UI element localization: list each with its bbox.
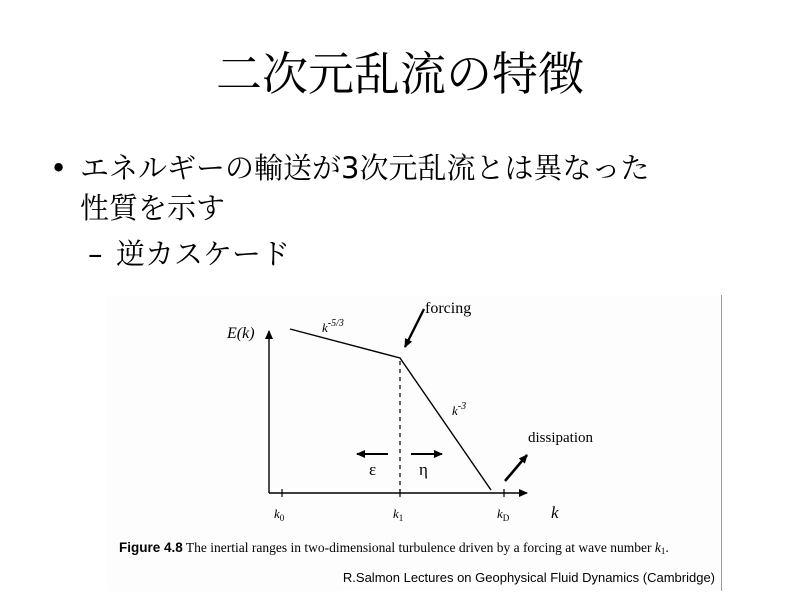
slope-label-low: $k^{-5/3}$ (322, 318, 344, 335)
y-axis-label: E(k) (227, 325, 255, 342)
caption-text: The inertial ranges in two-dimensional turbulence driven by a forcing at wave number (185, 540, 652, 555)
bullet-text-line2: 性質を示す (80, 191, 226, 225)
tick-label-kD: $k_D$ (497, 506, 510, 523)
energy-spectrum-figure (107, 295, 722, 591)
dissipation-label: dissipation (528, 430, 594, 446)
dissipation-arrow (505, 455, 527, 481)
tick-label-k0: $k_0$ (274, 506, 285, 523)
eta-symbol: η (419, 460, 428, 479)
forcing-label: forcing (425, 300, 472, 317)
bullet-text-line1: エネルギーの輸送が3次元乱流とは異なった (80, 151, 650, 185)
slide-title: 二次元乱流の特徴 (216, 47, 584, 101)
figure-number: Figure 4.8 (119, 540, 183, 555)
sub-bullet-item (50, 234, 770, 274)
caption-wavenumber-subscript: 1 (660, 546, 666, 556)
bullet-list (50, 148, 770, 274)
source-credit: R.Salmon Lectures on Geophysical Fluid Dynamics (Cambridge) (342, 570, 715, 585)
tick-label-k1: $k_1$ (393, 506, 404, 523)
x-axis-label: k (551, 503, 559, 522)
sub-bullet-marker: – (88, 237, 103, 271)
bullet-marker: • (50, 151, 68, 185)
forcing-arrow (405, 309, 424, 347)
slope-label-high: $k^{-3}$ (452, 401, 467, 418)
epsilon-symbol: ε (369, 460, 377, 479)
bullet-item (50, 148, 770, 228)
caption-period: . (665, 540, 669, 555)
caption-wavenumber: k (654, 540, 661, 555)
figure-caption (119, 539, 715, 560)
sub-bullet-text: 逆カスケード (116, 237, 291, 271)
